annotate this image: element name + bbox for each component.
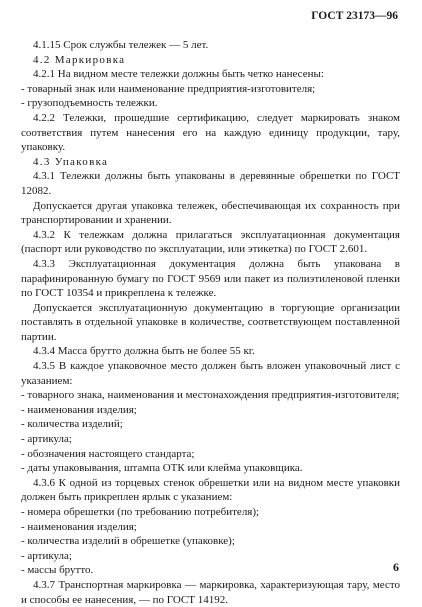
clause-4-2-2: 4.2.2 Тележки, прошедшие сертификацию, следует маркировать знаком соответствия путем нанесения его на каждую единицу продукции, тару, упаковку. <box>21 111 400 154</box>
list-item: - наименования изделия; <box>21 520 137 533</box>
document-body <box>21 38 400 607</box>
list-item: - обозначения настоящего стандарта; <box>21 447 195 460</box>
list-item: - грузоподъемность тележки. <box>21 97 158 110</box>
list-item: - количества изделий в обрешетке (упаковке); <box>21 535 235 548</box>
clause-4-3-7: 4.3.7 Транспортная маркировка — маркировка, характеризующая тару, место и способы ее нанесения, — по ГОСТ 14192. <box>21 578 400 606</box>
clause-4-1-15: 4.1.15 Срок службы тележек — 5 лет. <box>33 39 209 51</box>
standard-number-header: ГОСТ 23173—96 <box>311 10 398 22</box>
list-item: - артикула; <box>21 433 72 446</box>
list-item: - даты упаковывания, штампа ОТК или клейма упаковщика. <box>21 462 303 475</box>
list-item: - массы брутто. <box>21 564 94 577</box>
paragraph: Допускается другая упаковка тележек, обеспечивающая их сохранность при транспортировании и хранении. <box>21 199 400 227</box>
list-item: - количества изделий; <box>21 418 123 431</box>
clause-4-3-5: 4.3.5 В каждое упаковочное место должен быть вложен упаковочный лист с указанием: <box>21 360 400 387</box>
list-item: - товарного знака, наименования и местонахождения предприятия-изготовителя; <box>21 389 400 402</box>
clause-4-3-1: 4.3.1 Тележки должны быть упакованы в деревянные обрешетки по ГОСТ 12082. <box>21 170 400 197</box>
list-item: - номера обрешетки (по требованию потребителя); <box>21 506 260 518</box>
clause-4-3-3: 4.3.3 Эксплуатационная документация должна быть упакована в парафинированную бумагу по ГОСТ 9569 или пакет из полиэтиленовой пленки по ГОСТ 10354 и прикреплена к тележке. <box>21 257 400 300</box>
clause-4-2-1: 4.2.1 На видном месте тележки должны быть четко нанесены: <box>33 68 324 81</box>
clause-4-3-4: 4.3.4 Масса брутто должна быть не более 55 кг. <box>33 345 255 358</box>
clause-4-3-2: 4.3.2 К тележкам должна прилагаться эксплуатационная документация (паспорт или руководство по эксплуатации, или этикетка) по ГОСТ 2.601. <box>21 228 400 256</box>
list-item: - артикула; <box>21 549 72 562</box>
list-item: - наименования изделия; <box>21 403 137 416</box>
paragraph: Допускается эксплуатационную документацию в торгующие организации поставлять в отдельной упаковке в количестве, соответствующем поставленной партии. <box>21 301 400 343</box>
list-item: - товарный знак или наименование предприятия-изготовителя; <box>21 82 316 95</box>
page-number: 6 <box>393 560 399 574</box>
section-heading-packing: 4.3 Упаковка <box>33 155 109 168</box>
clause-4-3-6: 4.3.6 К одной из торцевых стенок обрешетки или на видном месте упаковки должен быть прикреплен ярлык с указанием: <box>21 476 400 504</box>
section-heading-marking: 4.2 Маркировка <box>33 53 126 66</box>
